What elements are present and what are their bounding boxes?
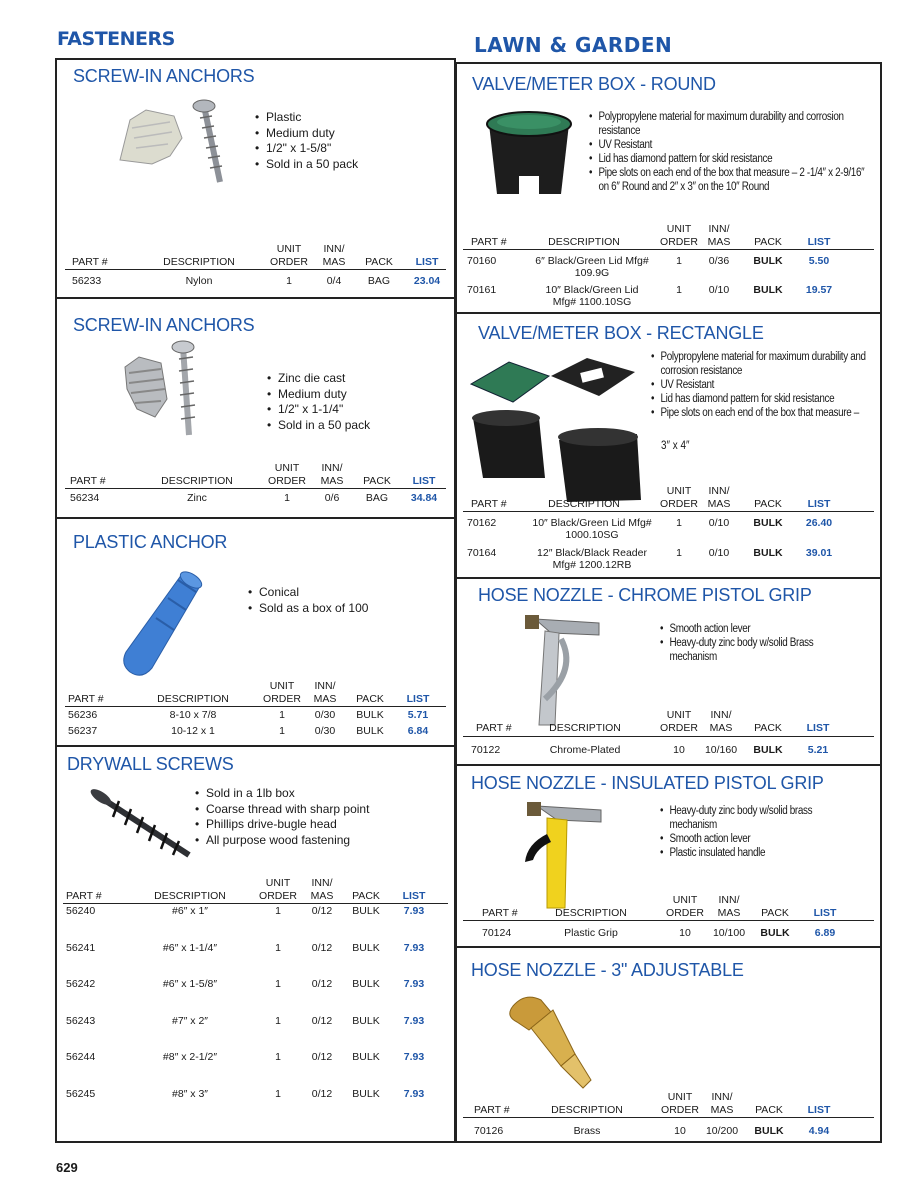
cell-pack: BULK [753, 284, 783, 296]
cell-inner-master: 0/6 [324, 492, 340, 504]
cell-list-price: 19.57 [805, 284, 833, 296]
cell-pack: BULK [352, 905, 380, 917]
cell-list-price: 7.93 [403, 1015, 425, 1027]
category-title-fasteners: FASTENERS [57, 28, 175, 50]
cell-part: 70160 [467, 255, 497, 267]
cell-inner-master: 10/200 [705, 1125, 739, 1137]
cell-part: 56233 [72, 275, 102, 287]
section-title: SCREW-IN ANCHORS [73, 315, 255, 335]
header-order: ORDER [660, 722, 698, 734]
price-table [57, 677, 454, 743]
header-rule [463, 1117, 874, 1118]
cell-unit-order: 1 [676, 517, 682, 529]
cell-part: 56244 [66, 1051, 96, 1063]
product-section [457, 314, 880, 579]
price-table [57, 459, 454, 509]
cell-part: 70122 [471, 744, 501, 756]
header-order: ORDER [259, 890, 297, 902]
section-title: VALVE/METER BOX - RECTANGLE [478, 323, 764, 343]
header-unit: UNIT [666, 485, 692, 497]
header-pack: PACK [365, 256, 393, 268]
cell-pack: BAG [367, 275, 391, 287]
cell-pack: BULK [753, 255, 783, 267]
price-table [457, 1087, 880, 1143]
cell-inner-master: 0/10 [708, 547, 730, 559]
header-order: ORDER [661, 1104, 699, 1116]
cell-inner-master: 0/30 [314, 709, 336, 721]
section-title: SCREW-IN ANCHORS [73, 66, 255, 86]
header-part: PART # [70, 475, 106, 487]
feature-item: • Polypropylene material for maximum durability and corrosion resistance [651, 350, 883, 378]
feature-item: • Plastic insulated handle [660, 846, 858, 860]
header-description: DESCRIPTION [548, 236, 620, 248]
cell-part: 56243 [66, 1015, 96, 1027]
cell-description: Chrome-Plated [549, 744, 621, 756]
product-section [57, 299, 454, 519]
cell-pack: BULK [753, 744, 783, 756]
cell-part: 70161 [467, 284, 497, 296]
header-unit: UNIT [672, 894, 698, 906]
cell-list-price: 6.84 [407, 725, 429, 737]
header-mas: MAS [709, 722, 733, 734]
product-section [457, 579, 880, 766]
header-description: DESCRIPTION [549, 722, 621, 734]
cell-unit-order: 1 [275, 1015, 281, 1027]
header-description: DESCRIPTION [548, 498, 620, 510]
header-unit: UNIT [269, 680, 295, 692]
feature-item: • Sold in a 50 pack [267, 418, 370, 434]
cell-description: 12″ Black/Black Reader [537, 547, 647, 559]
header-list: LIST [813, 907, 837, 919]
cell-unit-order: 1 [284, 492, 290, 504]
header-unit: UNIT [667, 1091, 693, 1103]
header-mas: MAS [313, 693, 337, 705]
section-title: HOSE NOZZLE - 3" ADJUSTABLE [471, 960, 744, 980]
cell-unit-order: 1 [275, 905, 281, 917]
cell-list-price: 6.89 [814, 927, 836, 939]
header-pack: PACK [761, 907, 789, 919]
lawn-garden-panel [455, 62, 882, 1143]
cell-inner-master: 10/100 [712, 927, 746, 939]
header-unit: UNIT [276, 243, 302, 255]
header-rule [463, 920, 874, 921]
cell-pack: BULK [754, 1125, 784, 1137]
cell-inner-master: 0/12 [311, 1015, 333, 1027]
cell-description: #6″ x 1-5/8″ [162, 978, 218, 990]
header-inn: INN/ [711, 1091, 733, 1103]
cell-list-price: 7.93 [403, 905, 425, 917]
price-table [457, 893, 880, 945]
cell-description-mfg: Mfg# 1200.12RB [552, 559, 632, 571]
header-list: LIST [406, 693, 430, 705]
product-section [457, 766, 880, 948]
cell-inner-master: 0/12 [311, 942, 333, 954]
page-number: 629 [56, 1160, 78, 1175]
price-table [457, 705, 880, 763]
header-rule [63, 903, 448, 904]
header-description: DESCRIPTION [157, 693, 229, 705]
header-pack: PACK [754, 498, 782, 510]
header-mas: MAS [707, 236, 731, 248]
header-order: ORDER [660, 236, 698, 248]
header-part: PART # [68, 693, 104, 705]
header-description: DESCRIPTION [555, 907, 627, 919]
feature-item: • Coarse thread with sharp point [195, 802, 369, 818]
cell-inner-master: 0/10 [708, 284, 730, 296]
feature-item: • Conical [248, 585, 368, 601]
fasteners-panel [55, 58, 456, 1143]
feature-item: • UV Resistant [651, 378, 883, 392]
cell-inner-master: 0/12 [311, 978, 333, 990]
header-mas: MAS [322, 256, 346, 268]
header-inn: INN/ [708, 223, 730, 235]
cell-unit-order: 1 [676, 255, 682, 267]
product-section [457, 64, 880, 314]
cell-unit-order: 10 [673, 744, 685, 756]
cell-description: 8-10 x 7/8 [169, 709, 217, 721]
feature-item: • 1/2" x 1-1/4" [267, 402, 370, 418]
section-title: HOSE NOZZLE - CHROME PISTOL GRIP [478, 585, 812, 605]
cell-unit-order: 1 [275, 1051, 281, 1063]
cell-inner-master: 0/30 [314, 725, 336, 737]
header-part: PART # [66, 890, 102, 902]
cell-unit-order: 1 [275, 978, 281, 990]
header-rule [65, 488, 446, 489]
blue-plastic-anchor-image [112, 564, 212, 684]
cell-description: #6″ x 1″ [171, 905, 209, 917]
cell-unit-order: 10 [679, 927, 691, 939]
header-pack: PACK [754, 722, 782, 734]
cell-pack: BULK [352, 1015, 380, 1027]
feature-item: • Medium duty [267, 387, 370, 403]
header-list: LIST [806, 722, 830, 734]
cell-pack: BULK [352, 942, 380, 954]
cell-description: 10″ Black/Green Lid [545, 284, 639, 296]
header-description: DESCRIPTION [154, 890, 226, 902]
feature-item: • Pipe slots on each end of the box that measure – [651, 406, 883, 420]
header-inn: INN/ [321, 462, 343, 474]
cell-inner-master: 0/36 [708, 255, 730, 267]
header-rule [65, 269, 446, 270]
feature-item: • Sold in a 50 pack [255, 157, 358, 173]
section-title: VALVE/METER BOX - ROUND [472, 74, 716, 94]
cell-inner-master: 0/12 [311, 905, 333, 917]
feature-item: • Medium duty [255, 126, 358, 142]
feature-list [248, 585, 368, 616]
cell-list-price: 7.93 [403, 978, 425, 990]
drywall-screw-image [89, 785, 199, 865]
header-mas: MAS [710, 1104, 734, 1116]
cell-description: Zinc [187, 492, 207, 504]
zinc-screw-anchor-image [117, 339, 207, 439]
feature-list [651, 350, 883, 420]
header-mas: MAS [310, 890, 334, 902]
category-title-lawn-garden: LAWN & GARDEN [474, 33, 673, 57]
cell-list-price: 39.01 [805, 547, 833, 559]
cell-description: Nylon [185, 275, 213, 287]
cell-description-mfg: Mfg# 1100.10SG [552, 296, 632, 308]
header-unit: UNIT [265, 877, 291, 889]
cell-description-mfg: 109.9G [574, 267, 610, 279]
feature-item: • Polypropylene material for maximum durability and corrosion resistance [589, 110, 873, 138]
cell-list-price: 7.93 [403, 1088, 425, 1100]
feature-item: • Sold in a 1lb box [195, 786, 369, 802]
cell-list-price: 5.50 [808, 255, 830, 267]
cell-pack: BULK [352, 1088, 380, 1100]
cell-unit-order: 1 [676, 284, 682, 296]
feature-item: • Smooth action lever [660, 832, 858, 846]
cell-description: #8″ x 3″ [171, 1088, 209, 1100]
cell-part: 70124 [482, 927, 512, 939]
section-title: DRYWALL SCREWS [67, 754, 234, 774]
feature-item: • UV Resistant [589, 138, 873, 152]
cell-pack: BAG [365, 492, 389, 504]
cell-unit-order: 1 [279, 709, 285, 721]
feature-item: • All purpose wood fastening [195, 833, 369, 849]
header-rule [65, 706, 446, 707]
header-unit: UNIT [666, 223, 692, 235]
header-list: LIST [807, 498, 831, 510]
header-description: DESCRIPTION [161, 475, 233, 487]
feature-list [660, 804, 858, 860]
cell-list-price: 23.04 [413, 275, 441, 287]
round-valve-box-image [479, 102, 579, 202]
header-inn: INN/ [718, 894, 740, 906]
price-table [57, 874, 454, 1114]
cell-list-price: 5.21 [807, 744, 829, 756]
cell-unit-order: 1 [275, 1088, 281, 1100]
section-title: HOSE NOZZLE - INSULATED PISTOL GRIP [471, 773, 824, 793]
header-part: PART # [471, 236, 507, 248]
header-part: PART # [72, 256, 108, 268]
rectangular-valve-box-image [469, 354, 649, 504]
cell-part: 56242 [66, 978, 96, 990]
header-inn: INN/ [710, 709, 732, 721]
cell-part: 56240 [66, 905, 96, 917]
header-mas: MAS [717, 907, 741, 919]
header-rule [463, 511, 874, 512]
cell-list-price: 4.94 [808, 1125, 830, 1137]
cell-description: #6″ x 1-1/4″ [162, 942, 218, 954]
feature-list [255, 110, 358, 172]
cell-pack: BULK [356, 725, 384, 737]
header-list: LIST [402, 890, 426, 902]
feature-item: • Lid has diamond pattern for skid resistance [651, 392, 883, 406]
feature-item: • 1/2" x 1-5/8" [255, 141, 358, 157]
cell-unit-order: 10 [674, 1125, 686, 1137]
cell-description: Brass [573, 1125, 601, 1137]
cell-list-price: 26.40 [805, 517, 833, 529]
header-unit: UNIT [274, 462, 300, 474]
header-mas: MAS [707, 498, 731, 510]
header-pack: PACK [754, 236, 782, 248]
cell-pack: BULK [352, 978, 380, 990]
product-section [457, 948, 880, 1145]
cell-part: 56234 [70, 492, 100, 504]
cell-list-price: 7.93 [403, 1051, 425, 1063]
header-unit: UNIT [666, 709, 692, 721]
header-rule [463, 249, 874, 250]
feature-list [267, 371, 370, 433]
feature-item: • Smooth action lever [660, 622, 858, 636]
cell-inner-master: 0/4 [326, 275, 342, 287]
header-part: PART # [482, 907, 518, 919]
header-pack: PACK [356, 693, 384, 705]
cell-description: 10-12 x 1 [171, 725, 215, 737]
cell-inner-master: 0/12 [311, 1088, 333, 1100]
cell-inner-master: 10/160 [704, 744, 738, 756]
header-order: ORDER [666, 907, 704, 919]
header-list: LIST [807, 236, 831, 248]
cell-pack: BULK [753, 547, 783, 559]
price-table [457, 222, 880, 310]
cell-part: 70162 [467, 517, 497, 529]
header-mas: MAS [320, 475, 344, 487]
cell-unit-order: 1 [286, 275, 292, 287]
cell-part: 56241 [66, 942, 96, 954]
price-table [457, 484, 880, 574]
cell-inner-master: 0/10 [708, 517, 730, 529]
cell-description: 10″ Black/Green Lid Mfg# [532, 517, 652, 529]
feature-item: • Heavy-duty zinc body w/solid Brass mechanism [660, 636, 858, 664]
header-pack: PACK [363, 475, 391, 487]
cell-description: #7″ x 2″ [171, 1015, 209, 1027]
header-inn: INN/ [323, 243, 345, 255]
cell-list-price: 5.71 [407, 709, 429, 721]
feature-item: • Plastic [255, 110, 358, 126]
cell-inner-master: 0/12 [311, 1051, 333, 1063]
cell-unit-order: 1 [676, 547, 682, 559]
header-part: PART # [474, 1104, 510, 1116]
cell-description: #8″ x 2-1/2″ [162, 1051, 218, 1063]
cell-description-mfg: 1000.10SG [565, 529, 619, 541]
cell-part: 70164 [467, 547, 497, 559]
product-section [57, 747, 454, 1145]
header-inn: INN/ [314, 680, 336, 692]
cell-part: 56237 [68, 725, 98, 737]
cell-unit-order: 1 [279, 725, 285, 737]
cell-description: Plastic Grip [564, 927, 618, 939]
cell-part: 70126 [474, 1125, 504, 1137]
feature-item: • Sold as a box of 100 [248, 601, 368, 617]
cell-pack: BULK [760, 927, 790, 939]
header-description: DESCRIPTION [551, 1104, 623, 1116]
header-order: ORDER [263, 693, 301, 705]
product-section [57, 60, 454, 299]
feature-list [195, 786, 369, 848]
cell-pack: BULK [352, 1051, 380, 1063]
header-pack: PACK [755, 1104, 783, 1116]
cell-unit-order: 1 [275, 942, 281, 954]
feature-item: • Lid has diamond pattern for skid resistance [589, 152, 873, 166]
cell-description: 6″ Black/Green Lid Mfg# [535, 255, 649, 267]
header-rule [463, 736, 874, 737]
feature-dimension: 3″ x 4″ [661, 440, 690, 452]
brass-adjustable-nozzle-image [495, 988, 605, 1098]
feature-list [589, 110, 873, 194]
feature-item: • Phillips drive-bugle head [195, 817, 369, 833]
cell-part: 56245 [66, 1088, 96, 1100]
header-order: ORDER [660, 498, 698, 510]
plastic-screw-anchor-image [112, 98, 232, 188]
header-list: LIST [412, 475, 436, 487]
header-description: DESCRIPTION [163, 256, 235, 268]
cell-pack: BULK [356, 709, 384, 721]
cell-part: 56236 [68, 709, 98, 721]
header-order: ORDER [270, 256, 308, 268]
header-pack: PACK [352, 890, 380, 902]
header-list: LIST [807, 1104, 831, 1116]
section-title: PLASTIC ANCHOR [73, 532, 228, 552]
cell-pack: BULK [753, 517, 783, 529]
header-list: LIST [415, 256, 439, 268]
header-part: PART # [471, 498, 507, 510]
header-inn: INN/ [311, 877, 333, 889]
header-part: PART # [476, 722, 512, 734]
feature-item: • Heavy-duty zinc body w/solid brass mechanism [660, 804, 858, 832]
header-inn: INN/ [708, 485, 730, 497]
cell-list-price: 7.93 [403, 942, 425, 954]
feature-item: • Zinc die cast [267, 371, 370, 387]
header-order: ORDER [268, 475, 306, 487]
feature-item: • Pipe slots on each end of the box that measure – 2 -1/4″ x 2-9/16″ on 6″ Round and 2″ x 3″ on the 10″ Round [589, 166, 873, 194]
product-section [57, 519, 454, 747]
price-table [57, 240, 454, 290]
feature-list [660, 622, 858, 664]
cell-list-price: 34.84 [410, 492, 438, 504]
